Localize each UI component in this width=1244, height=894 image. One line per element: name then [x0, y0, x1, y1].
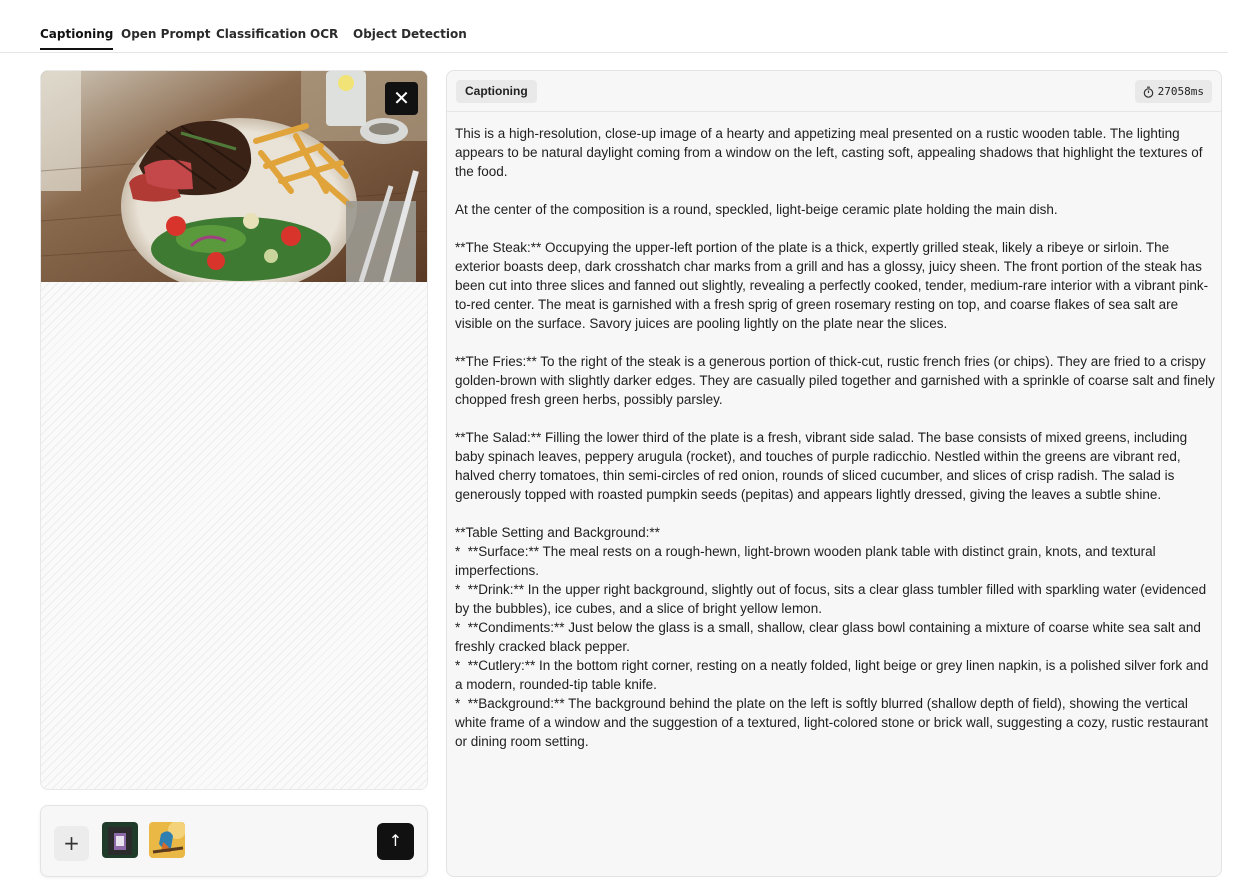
caption-output	[455, 124, 1219, 751]
stopwatch-icon	[1143, 86, 1154, 98]
sample-thumbnail-2[interactable]	[149, 822, 185, 858]
add-image-button[interactable]	[54, 826, 89, 861]
caption-paragraph: This is a high-resolution, close-up image of a hearty and appetizing meal presented on a rustic wooden table. The lighting appears to be natural daylight coming from a window on the left, casting soft, appealing shadows that highlight the textures of the food.	[455, 126, 1207, 179]
steak-meal-photo	[41, 71, 428, 282]
image-preview-panel	[40, 70, 428, 790]
preview-image	[41, 71, 428, 282]
caption-list-item: * **Surface:** The meal rests on a rough-hewn, light-brown wooden plank table with distinct grain, knots, and textural imperfections.	[455, 544, 1160, 578]
tab-object-detection[interactable]: Object Detection	[353, 27, 467, 41]
timing-badge	[1135, 80, 1212, 103]
plus-icon: +	[63, 831, 80, 855]
tab-ocr[interactable]: OCR	[310, 27, 339, 41]
sample-thumbnail-1[interactable]	[102, 822, 138, 858]
caption-list-item: * **Drink:** In the upper right background, slightly out of focus, sits a clear glass tumbler filled with sparkling water (evidenced by the bubbles), ice cubes, and a slice of bright yellow lemon.	[455, 582, 1210, 616]
caption-paragraph: **The Salad:** Filling the lower third of the plate is a fresh, vibrant side salad. The base consists of mixed greens, including baby spinach leaves, peppery arugula (rocket), and touches of purple radicchio. Nestled within the greens are vibrant red, halved cherry tomatoes, thin semi-circles of red onion, rounds of sliced cucumber, and slices of crisp radish. The salad is generously topped with roasted pumpkin seeds (pepitas) and appears lightly dressed, giving the leaves a subtle shine.	[455, 430, 1191, 502]
result-header	[447, 71, 1221, 112]
result-panel	[446, 70, 1222, 877]
caption-paragraph: **The Fries:** To the right of the steak is a generous portion of thick-cut, rustic french fries (or chips). They are fried to a crispy golden-brown with slightly darker edges. They are casually piled together and garnished with a sprinkle of coarse salt and finely chopped fresh green herbs, possibly parsley.	[455, 354, 1219, 407]
close-icon: ✕	[393, 86, 410, 110]
mode-badge: Captioning	[456, 80, 537, 103]
composer-bar	[40, 805, 428, 877]
caption-paragraph: At the center of the composition is a round, speckled, light-beige ceramic plate holding the main dish.	[455, 202, 1058, 217]
caption-list-item: * **Background:** The background behind the plate on the left is softly blurred (shallow depth of field), showing the vertical white frame of a window and the suggestion of a textured, light-colored stone or brick wall, suggesting a cozy, rustic restaurant or dining room setting.	[455, 696, 1212, 749]
caption-list-item: * **Condiments:** Just below the glass is a small, shallow, clear glass bowl containing a mixture of coarse white sea salt and freshly cracked black pepper.	[455, 620, 1205, 654]
tab-captioning[interactable]: Captioning	[40, 27, 114, 41]
thumbnail-image	[102, 822, 138, 858]
arrow-up-icon: ↑	[388, 831, 403, 850]
thumbnail-image	[149, 822, 185, 858]
send-button[interactable]	[377, 823, 414, 860]
remove-image-button[interactable]	[385, 82, 418, 115]
timing-value: 27058ms	[1157, 85, 1204, 98]
caption-paragraph: **The Steak:** Occupying the upper-left portion of the plate is a thick, expertly grilled steak, likely a ribeye or sirloin. The exterior boasts deep, dark crosshatch char marks from a grill and has a glossy, juicy sheen. The front portion of the steak has been cut into three slices and fanned out slightly, revealing a perfectly cooked, tender, medium-rare interior with a vibrant pink-to-red center. The meat is garnished with a fresh sprig of green rosemary resting on top, and coarse flakes of sea salt are visible on the surface. Savory juices are pooling lightly on the plate near the slices.	[455, 240, 1209, 331]
caption-list-heading: **Table Setting and Background:**	[455, 525, 660, 540]
mode-tabs	[0, 22, 1228, 53]
tab-open-prompt[interactable]: Open Prompt	[121, 27, 211, 41]
tab-classification[interactable]: Classification	[216, 27, 307, 41]
caption-list-item: * **Cutlery:** In the bottom right corner, resting on a neatly folded, light beige or grey linen napkin, is a polished silver fork and a modern, rounded-tip table knife.	[455, 658, 1213, 692]
